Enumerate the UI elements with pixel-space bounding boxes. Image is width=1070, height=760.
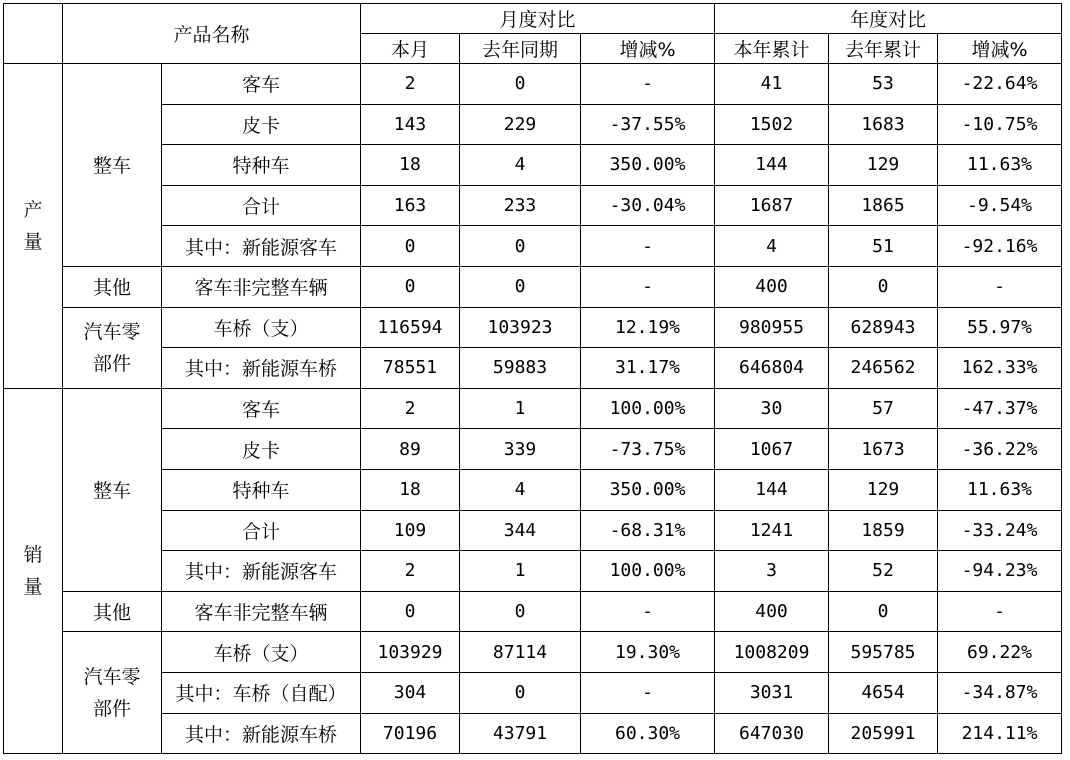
last-ytd-value: 129 (829, 145, 938, 186)
production-parts-line2: 部件 (92, 352, 131, 375)
header-yearly-comparison: 年度对比 (715, 4, 1062, 34)
last-year-month-value: 0 (460, 266, 581, 307)
table-row (4, 591, 1062, 632)
row-name: 其中：新能源车桥 (162, 713, 361, 754)
header-product-name: 产品名称 (63, 4, 361, 64)
ytd-value: 1067 (715, 429, 829, 470)
row-name: 车桥（支） (162, 632, 361, 673)
table-row (4, 388, 1062, 429)
header-this-month: 本月 (361, 34, 460, 64)
last-year-month-value: 339 (460, 429, 581, 470)
ytd-value: 4 (715, 226, 829, 267)
last-year-month-value: 0 (460, 591, 581, 632)
row-name: 皮卡 (162, 104, 361, 145)
this-month-value: 304 (361, 672, 460, 713)
production-parts-line1: 汽车零 (83, 320, 141, 343)
table-row (4, 307, 1062, 348)
last-ytd-value: 595785 (829, 632, 938, 673)
ytd-value: 30 (715, 388, 829, 429)
table-row (4, 632, 1062, 673)
last-year-month-value: 233 (460, 185, 581, 226)
table-row (4, 266, 1062, 307)
production-label-line2: 量 (23, 230, 43, 253)
table-row (4, 429, 1062, 470)
this-month-value: 2 (361, 551, 460, 592)
last-year-month-value: 87114 (460, 632, 581, 673)
production-sales-table (3, 3, 1062, 754)
last-year-month-value: 43791 (460, 713, 581, 754)
month-change-value: 100.00% (581, 551, 715, 592)
last-year-month-value: 4 (460, 469, 581, 510)
month-change-value: - (581, 226, 715, 267)
month-change-value: -73.75% (581, 429, 715, 470)
last-ytd-value: 129 (829, 469, 938, 510)
this-month-value: 0 (361, 266, 460, 307)
last-year-month-value: 103923 (460, 307, 581, 348)
sales-parts-line1: 汽车零 (83, 665, 141, 688)
ytd-change-value: -94.23% (938, 551, 1062, 592)
ytd-change-value: 69.22% (938, 632, 1062, 673)
ytd-value: 1008209 (715, 632, 829, 673)
month-change-value: 350.00% (581, 145, 715, 186)
table-row (4, 226, 1062, 267)
last-year-month-value: 0 (460, 64, 581, 105)
ytd-value: 400 (715, 266, 829, 307)
ytd-value: 980955 (715, 307, 829, 348)
month-change-value: 60.30% (581, 713, 715, 754)
month-change-value: - (581, 64, 715, 105)
ytd-change-value: 11.63% (938, 469, 1062, 510)
last-year-month-value: 0 (460, 672, 581, 713)
production-label-line1: 产 (23, 198, 43, 221)
header-last-year-cumulative: 去年累计 (829, 34, 938, 64)
table-row (4, 469, 1062, 510)
last-ytd-value: 1865 (829, 185, 938, 226)
ytd-change-value: -36.22% (938, 429, 1062, 470)
ytd-value: 144 (715, 145, 829, 186)
this-month-value: 103929 (361, 632, 460, 673)
last-year-month-value: 344 (460, 510, 581, 551)
ytd-change-value: 55.97% (938, 307, 1062, 348)
ytd-change-value: -22.64% (938, 64, 1062, 105)
row-name: 合计 (162, 185, 361, 226)
this-month-value: 89 (361, 429, 460, 470)
ytd-change-value: -34.87% (938, 672, 1062, 713)
table-row (4, 348, 1062, 389)
table-row (4, 64, 1062, 105)
this-month-value: 18 (361, 145, 460, 186)
ytd-change-value: -47.37% (938, 388, 1062, 429)
production-vehicle-group: 整车 (63, 64, 162, 267)
last-year-month-value: 1 (460, 551, 581, 592)
row-name: 客车非完整车辆 (162, 591, 361, 632)
this-month-value: 116594 (361, 307, 460, 348)
header-blank-cell (4, 4, 63, 64)
last-ytd-value: 0 (829, 266, 938, 307)
header-row-1 (4, 4, 1062, 34)
ytd-value: 1687 (715, 185, 829, 226)
sales-parts-group (63, 632, 162, 754)
this-month-value: 0 (361, 226, 460, 267)
last-year-month-value: 229 (460, 104, 581, 145)
month-change-value: - (581, 266, 715, 307)
last-ytd-value: 1673 (829, 429, 938, 470)
last-ytd-value: 0 (829, 591, 938, 632)
month-change-value: 12.19% (581, 307, 715, 348)
last-year-month-value: 1 (460, 388, 581, 429)
ytd-value: 3031 (715, 672, 829, 713)
last-ytd-value: 205991 (829, 713, 938, 754)
ytd-value: 41 (715, 64, 829, 105)
last-ytd-value: 57 (829, 388, 938, 429)
ytd-change-value: -33.24% (938, 510, 1062, 551)
row-name: 特种车 (162, 145, 361, 186)
month-change-value: 100.00% (581, 388, 715, 429)
this-month-value: 143 (361, 104, 460, 145)
last-ytd-value: 4654 (829, 672, 938, 713)
table-body (4, 4, 1062, 754)
sales-vehicle-group: 整车 (63, 388, 162, 591)
month-change-value: 350.00% (581, 469, 715, 510)
this-month-value: 70196 (361, 713, 460, 754)
month-change-value: - (581, 591, 715, 632)
row-name: 客车 (162, 388, 361, 429)
last-year-month-value: 4 (460, 145, 581, 186)
sales-label-line1: 销 (23, 543, 43, 566)
ytd-change-value: 214.11% (938, 713, 1062, 754)
table-row (4, 104, 1062, 145)
last-ytd-value: 246562 (829, 348, 938, 389)
this-month-value: 78551 (361, 348, 460, 389)
month-change-value: -30.04% (581, 185, 715, 226)
this-month-value: 2 (361, 64, 460, 105)
production-parts-group (63, 307, 162, 388)
table-row (4, 145, 1062, 186)
table-row (4, 713, 1062, 754)
ytd-change-value: 11.63% (938, 145, 1062, 186)
ytd-value: 647030 (715, 713, 829, 754)
ytd-change-value: -9.54% (938, 185, 1062, 226)
ytd-value: 144 (715, 469, 829, 510)
last-ytd-value: 53 (829, 64, 938, 105)
last-ytd-value: 51 (829, 226, 938, 267)
table-row (4, 551, 1062, 592)
header-month-change: 增减% (581, 34, 715, 64)
last-year-month-value: 0 (460, 226, 581, 267)
sales-label-line2: 量 (23, 575, 43, 598)
header-monthly-comparison: 月度对比 (361, 4, 715, 34)
this-month-value: 0 (361, 591, 460, 632)
this-month-value: 2 (361, 388, 460, 429)
month-change-value: 19.30% (581, 632, 715, 673)
table-row (4, 672, 1062, 713)
last-ytd-value: 628943 (829, 307, 938, 348)
month-change-value: -37.55% (581, 104, 715, 145)
production-other-group: 其他 (63, 266, 162, 307)
row-name: 特种车 (162, 469, 361, 510)
this-month-value: 163 (361, 185, 460, 226)
ytd-change-value: 162.33% (938, 348, 1062, 389)
row-name: 其中：新能源客车 (162, 551, 361, 592)
month-change-value: -68.31% (581, 510, 715, 551)
this-month-value: 109 (361, 510, 460, 551)
row-name: 其中：车桥（自配） (162, 672, 361, 713)
last-ytd-value: 1859 (829, 510, 938, 551)
table-row (4, 185, 1062, 226)
ytd-change-value: -92.16% (938, 226, 1062, 267)
month-change-value: 31.17% (581, 348, 715, 389)
this-month-value: 18 (361, 469, 460, 510)
row-name: 客车 (162, 64, 361, 105)
row-name: 其中：新能源客车 (162, 226, 361, 267)
last-year-month-value: 59883 (460, 348, 581, 389)
ytd-value: 1241 (715, 510, 829, 551)
table-row (4, 510, 1062, 551)
header-this-year-cumulative: 本年累计 (715, 34, 829, 64)
header-year-change: 增减% (938, 34, 1062, 64)
sales-other-group: 其他 (63, 591, 162, 632)
sales-parts-line2: 部件 (92, 697, 131, 720)
month-change-value: - (581, 672, 715, 713)
production-section-label (4, 64, 63, 389)
ytd-change-value: - (938, 266, 1062, 307)
row-name: 合计 (162, 510, 361, 551)
ytd-value: 646804 (715, 348, 829, 389)
row-name: 客车非完整车辆 (162, 266, 361, 307)
ytd-value: 1502 (715, 104, 829, 145)
ytd-value: 3 (715, 551, 829, 592)
header-last-year-same-period: 去年同期 (460, 34, 581, 64)
sales-section-label (4, 388, 63, 753)
last-ytd-value: 52 (829, 551, 938, 592)
ytd-change-value: - (938, 591, 1062, 632)
ytd-value: 400 (715, 591, 829, 632)
row-name: 其中：新能源车桥 (162, 348, 361, 389)
last-ytd-value: 1683 (829, 104, 938, 145)
row-name: 皮卡 (162, 429, 361, 470)
row-name: 车桥（支） (162, 307, 361, 348)
ytd-change-value: -10.75% (938, 104, 1062, 145)
